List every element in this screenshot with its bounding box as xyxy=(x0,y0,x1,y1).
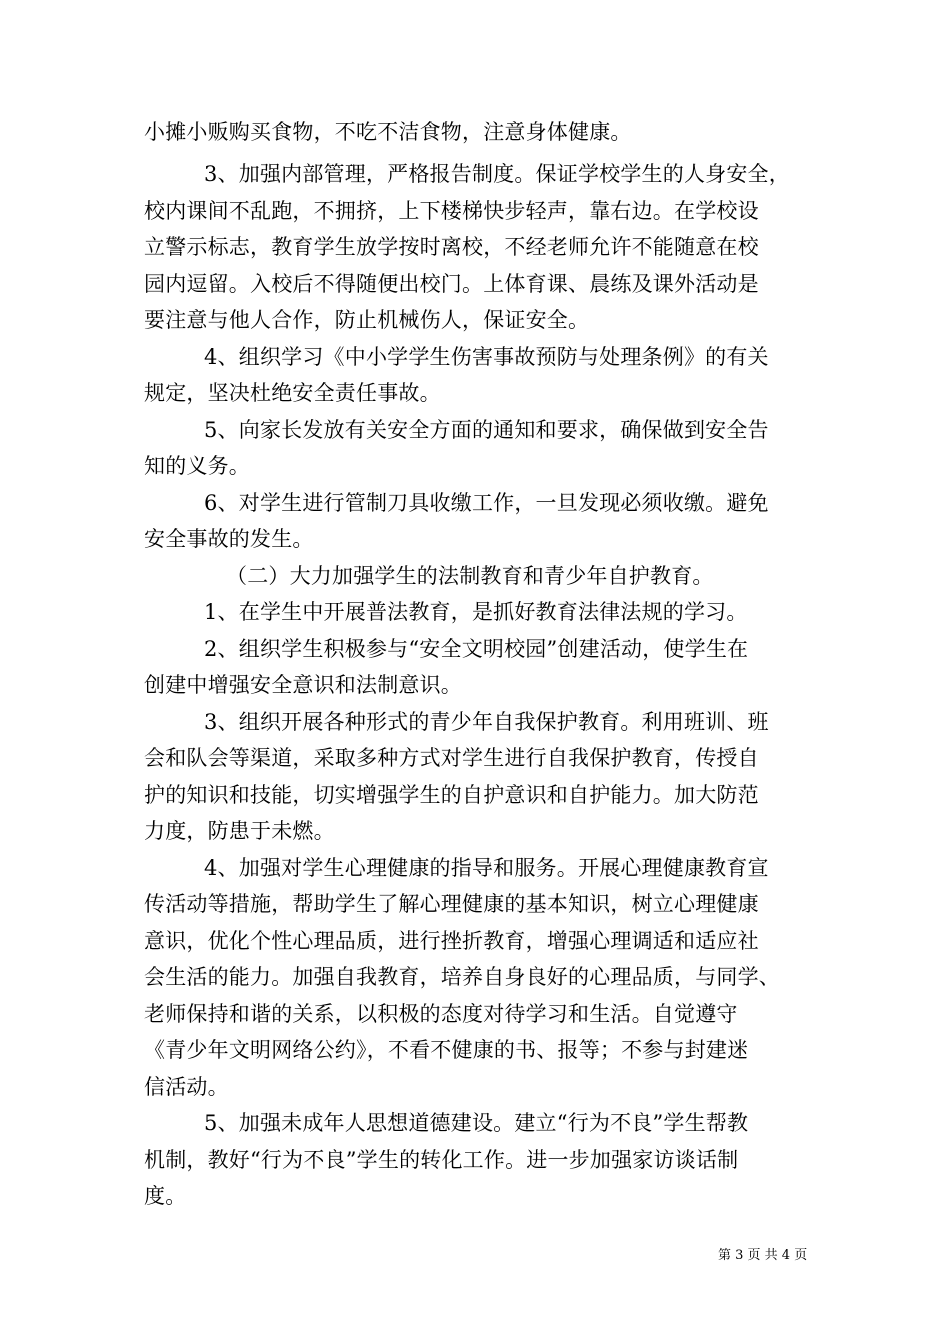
text-line: 传活动等措施，帮助学生了解心理健康的基本知识，树立心理健康 xyxy=(144,892,759,916)
text-line: 4、组织学习《中小学学生伤害事故预防与处理条例》的有关 xyxy=(204,345,769,369)
text-line: 机制，教好“行为不良”学生的转化工作。进一步加强家访谈话制 xyxy=(144,1148,739,1172)
page-number-footer: 第 3 页 共 4 页 xyxy=(718,1248,808,1263)
text-line: 老师保持和谐的关系，以积极的态度对待学习和生活。自觉遵守 xyxy=(144,1002,738,1026)
text-line: 会生活的能力。加强自我教育，培养自身良好的心理品质，与同学、 xyxy=(144,965,780,989)
text-line: 知的义务。 xyxy=(144,454,250,478)
text-line: 小摊小贩购买食物，不吃不洁食物，注意身体健康。 xyxy=(144,120,632,144)
text-line: 3、加强内部管理，严格报告制度。保证学校学生的人身安全， xyxy=(204,162,790,186)
text-line: 3、组织开展各种形式的青少年自我保护教育。利用班训、班 xyxy=(204,710,769,734)
text-line: 6、对学生进行管制刀具收缴工作，一旦发现必须收缴。避免 xyxy=(204,491,769,515)
text-line: 校内课间不乱跑，不拥挤，上下楼梯快步轻声，靠右边。在学校设 xyxy=(144,199,759,223)
text-line: 5、加强未成年人思想道德建设。建立“行为不良”学生帮教 xyxy=(204,1111,749,1135)
text-line: 园内逗留。入校后不得随便出校门。上体育课、晨练及课外活动是 xyxy=(144,272,759,296)
text-line: 4、加强对学生心理健康的指导和服务。开展心理健康教育宣 xyxy=(204,856,769,880)
text-line: 护的知识和技能，切实增强学生的自护意识和自护能力。加大防范 xyxy=(144,783,759,807)
text-line: 要注意与他人合作，防止机械伤人，保证安全。 xyxy=(144,308,590,332)
text-line: 5、向家长发放有关安全方面的通知和要求，确保做到安全告 xyxy=(204,418,769,442)
text-line: 规定，坚决杜绝安全责任事故。 xyxy=(144,381,441,405)
section-heading: （二）大力加强学生的法制教育和青少年自护教育。 xyxy=(226,564,714,588)
text-line: 意识，优化个性心理品质，进行挫折教育，增强心理调适和适应社 xyxy=(144,929,759,953)
text-line: 信活动。 xyxy=(144,1075,229,1099)
text-line: 2、组织学生积极参与“安全文明校园”创建活动，使学生在 xyxy=(204,637,749,661)
text-line: 立警示标志，教育学生放学按时离校，不经老师允许不能随意在校 xyxy=(144,235,759,259)
text-line: 《青少年文明网络公约》，不看不健康的书、报等；不参与封建迷 xyxy=(144,1038,749,1062)
text-line: 创建中增强安全意识和法制意识。 xyxy=(144,673,462,697)
text-line: 力度，防患于未燃。 xyxy=(144,819,335,843)
text-line: 会和队会等渠道，采取多种方式对学生进行自我保护教育，传授自 xyxy=(144,746,759,770)
text-line: 1、在学生中开展普法教育，是抓好教育法律法规的学习。 xyxy=(204,600,748,624)
text-line: 安全事故的发生。 xyxy=(144,527,314,551)
text-line: 度。 xyxy=(144,1184,187,1208)
